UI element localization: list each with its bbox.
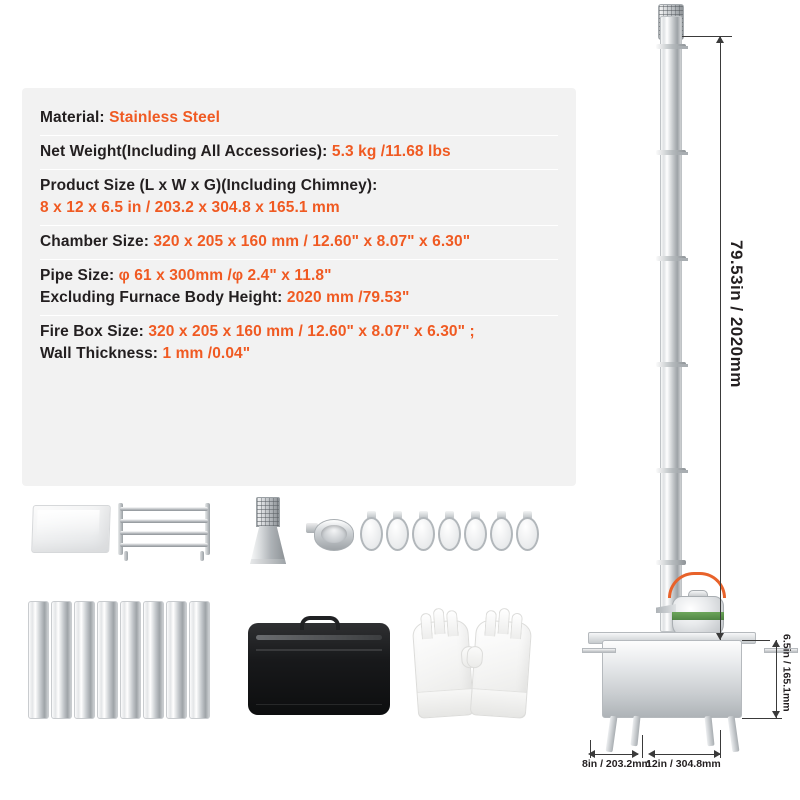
- spec-label: Material:: [40, 109, 105, 126]
- spec-row-net-weight: [40, 136, 558, 170]
- spec-label: Chamber Size:: [40, 233, 149, 250]
- spec-value: Stainless Steel: [109, 109, 220, 126]
- spec-label: Fire Box Size:: [40, 323, 144, 340]
- dimension-body-height: 6.5in / 165.1mm: [780, 634, 793, 712]
- spec-row-chamber-size: [40, 226, 558, 260]
- stove-side-shelf-left: [582, 648, 616, 653]
- dimension-width: 12in / 304.8mm: [646, 758, 721, 770]
- grill-rack-image: [118, 503, 210, 555]
- spec-row-product-size: [40, 170, 558, 226]
- cleaning-cloth-image: [31, 505, 111, 553]
- stove-firebox: [602, 640, 742, 718]
- spec-value: 8 x 12 x 6.5 in / 203.2 x 304.8 x 165.1 mm: [40, 199, 340, 216]
- spec-label: Product Size (L x W x G)(Including Chimney):: [40, 177, 378, 194]
- specification-panel: [22, 88, 576, 486]
- dimension-depth: 8in / 203.2mm: [582, 758, 651, 770]
- dimension-total-height: 79.53in / 2020mm: [727, 240, 746, 388]
- spark-arrestor-image: [248, 497, 288, 565]
- spec-value: 5.3 kg /11.68 lbs: [331, 143, 451, 160]
- spec-value: 320 x 205 x 160 mm / 12.60" x 8.07" x 6.30" ;: [148, 323, 475, 340]
- spec-value: 320 x 205 x 160 mm / 12.60" x 8.07" x 6.30": [153, 233, 471, 250]
- stove-product-image: [580, 0, 800, 800]
- heat-gloves-image: [415, 621, 535, 717]
- spec-label: Pipe Size:: [40, 267, 115, 284]
- chimney-stack: [660, 16, 682, 632]
- spec-label-secondary: Wall Thickness:: [40, 345, 159, 362]
- spec-label-secondary: Excluding Furnace Body Height:: [40, 289, 283, 306]
- accessories-gallery: [0, 495, 580, 755]
- stove-leg: [728, 716, 740, 753]
- spec-row-pipe-size: [40, 260, 558, 316]
- spec-value: φ 61 x 300mm /φ 2.4" x 11.8": [118, 267, 332, 284]
- stove-leg: [630, 716, 640, 747]
- chimney-pipe-bundle-image: [28, 601, 218, 661]
- stove-leg: [704, 716, 714, 747]
- damper-flange-image: [312, 515, 356, 555]
- stove-leg: [606, 716, 618, 753]
- spec-value-secondary: 2020 mm /79.53": [286, 289, 410, 306]
- pipe-clamp-set-image: [360, 513, 540, 559]
- carry-bag-image: [248, 623, 390, 715]
- spec-label: Net Weight(Including All Accessories):: [40, 143, 328, 160]
- kettle-band: [672, 612, 724, 620]
- spec-value-secondary: 1 mm /0.04": [162, 345, 251, 362]
- spec-row-material: [40, 102, 558, 136]
- spec-row-fire-box-size: [40, 316, 558, 371]
